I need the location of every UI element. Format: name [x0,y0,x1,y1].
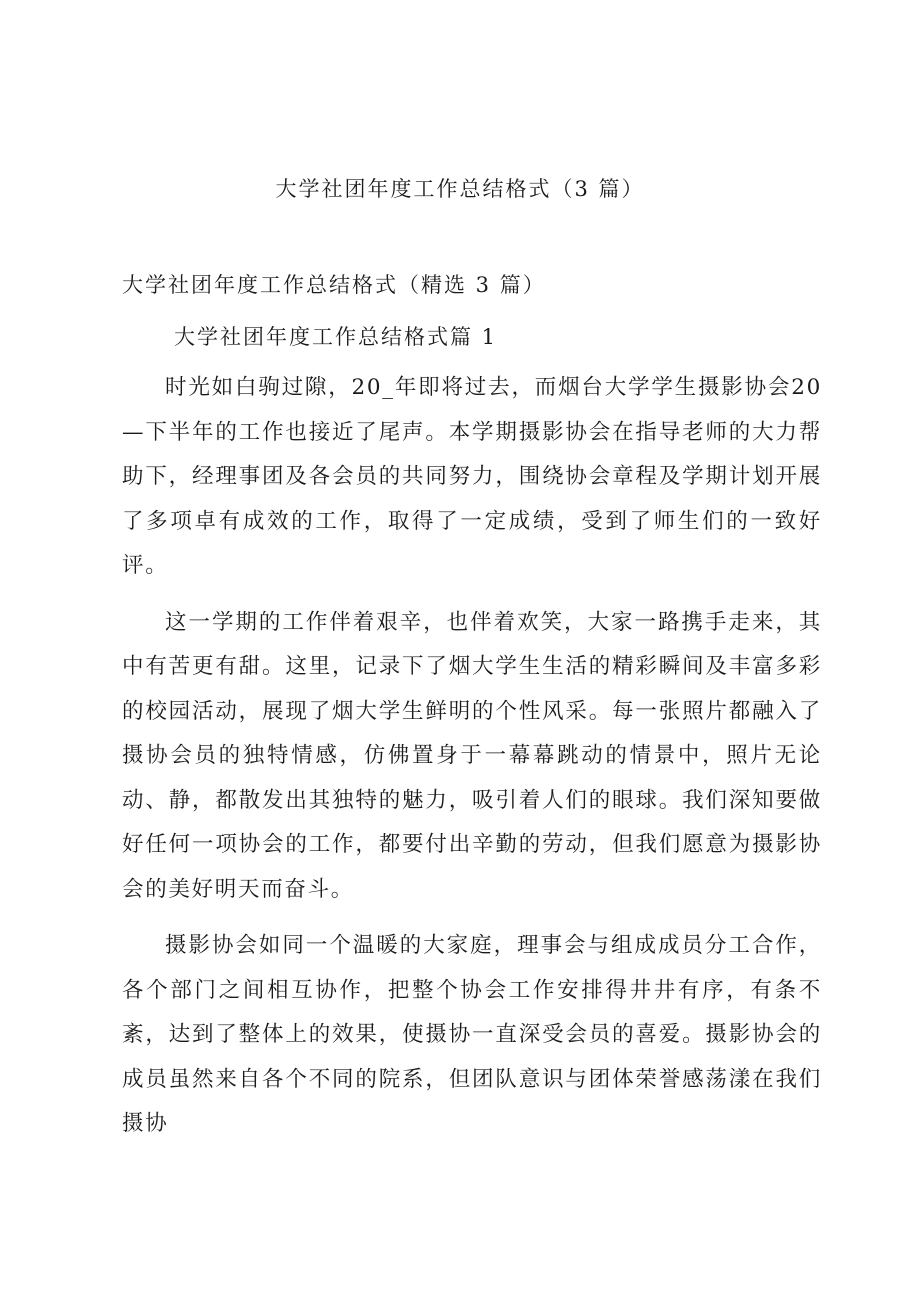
document-subtitle: 大学社团年度工作总结格式（精选 3 篇） [122,273,546,297]
page-title: 大学社团年度工作总结格式（3 篇） [275,177,645,201]
body-paragraph-3: 摄影协会如同一个温暖的大家庭，理事会与组成成员分工合作，各个部门之间相互协作，把整个协会工作安排得井井有序，有条不紊，达到了整体上的效果，使摄协一直深受会员的喜爱。摄影协会的成员虽然来自各个不同的院系，但团队意识与团体荣誉感荡漾在我们摄协 [122,933,822,1136]
section-heading: 大学社团年度工作总结格式篇 1 [174,325,498,349]
body-paragraph-2: 这一学期的工作伴着艰辛，也伴着欢笑，大家一路携手走来，其中有苦更有甜。这里，记录下了烟大学生生活的精彩瞬间及丰富多彩的校园活动，展现了烟大学生鲜明的个性风采。每一张照片都融入了摄协会员的独特情感，仿佛置身于一幕幕跳动的情景中，照片无论动、静，都散发出其独特的魅力，吸引着人们的眼球。我们深知要做好任何一项协会的工作，都要付出辛勤的劳动，但我们愿意为摄影协会的美好明天而奋斗。 [122,609,822,902]
body-paragraph-1: 时光如白驹过隙，20_年即将过去，而烟台大学学生摄影协会20—下半年的工作也接近了尾声。本学期摄影协会在指导老师的大力帮助下，经理事团及各会员的共同努力，围绕协会章程及学期计划开展了多项卓有成效的工作，取得了一定成绩，受到了师生们的一致好评。 [122,375,822,578]
document-body [122,366,822,1159]
